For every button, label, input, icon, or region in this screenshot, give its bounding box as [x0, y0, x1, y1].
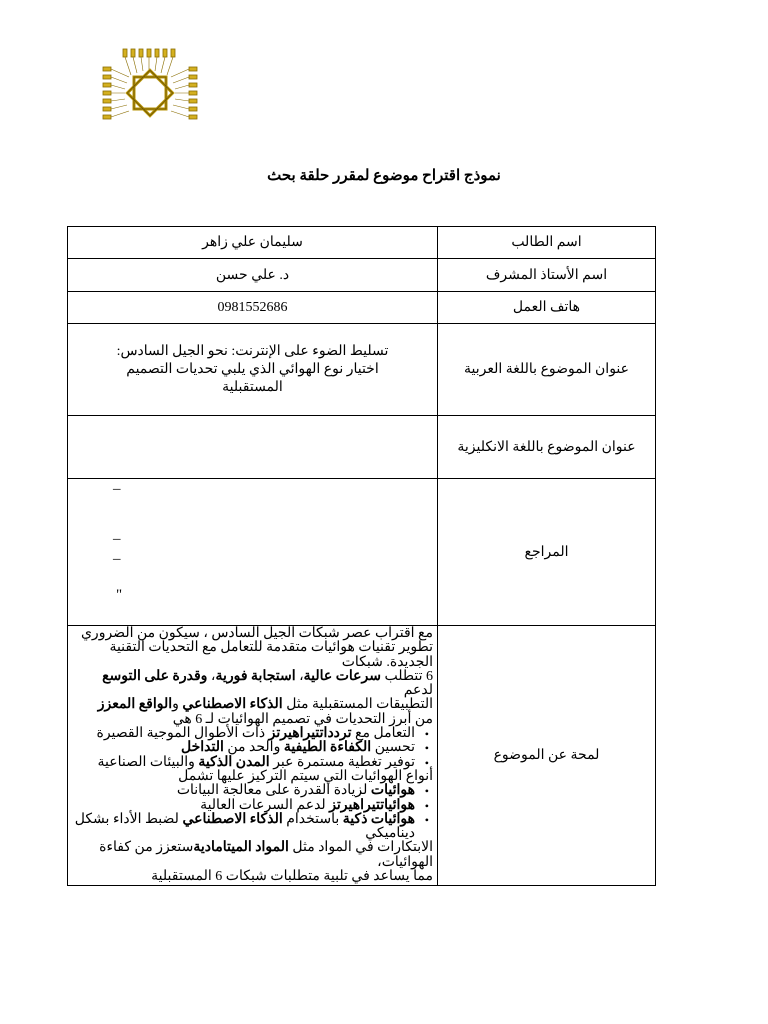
challenges-list	[72, 727, 433, 770]
university-logo	[101, 45, 201, 145]
table-row	[68, 259, 656, 292]
reference-mark: –	[113, 551, 121, 567]
title-arabic-label: عنوان الموضوع باللغة العربية	[438, 324, 656, 416]
references-value	[68, 479, 438, 626]
reference-mark: "	[116, 587, 123, 603]
student-name-label: اسم الطالب	[438, 227, 656, 259]
summary-value	[68, 626, 438, 886]
summary-line: التطبيقات المستقبلية مثل الذكاء الاصطناعي والواقع المعزز	[97, 697, 433, 713]
summary-label: لمحة عن الموضوع	[438, 626, 656, 886]
student-name-value: سليمان علي زاهر	[68, 227, 438, 259]
proposal-form-table	[67, 226, 656, 886]
supervisor-label: اسم الأستاذ المشرف	[438, 259, 656, 292]
table-row	[68, 227, 656, 259]
list-item: • التعامل مع تردداتتيراهيرتز ذات الأطوال الموجية القصيرة	[72, 727, 415, 741]
title-english-value	[68, 416, 438, 479]
table-row	[68, 626, 656, 886]
supervisor-value: د. علي حسن	[68, 259, 438, 292]
title-arabic-line: اختيار نوع الهوائي الذي يلبي تحديات التصميم	[126, 361, 379, 377]
summary-line: 6 تتطلب سرعات عالية، استجابة فورية، وقدرة على التوسع لدعم	[102, 668, 433, 699]
reference-mark: –	[113, 481, 121, 497]
reference-mark: –	[113, 531, 121, 547]
list-item: • توفير تغطية مستمرة عبر المدن الذكية والبيئات الصناعية	[72, 756, 415, 770]
list-item: • تحسين الكفاءة الطيفية والحد من التداخل	[72, 741, 415, 755]
summary-line: أنواع الهوائيات التي سيتم التركيز عليها تشمل	[178, 768, 433, 784]
summary-line: الابتكارات في المواد مثل المواد الميتاماديةستعزز من كفاءة الهوائيات،	[99, 840, 433, 870]
table-row	[68, 416, 656, 479]
antenna-types-list	[72, 784, 433, 841]
phone-label: هاتف العمل	[438, 292, 656, 324]
table-row	[68, 292, 656, 324]
list-item: • هوائيات لزيادة القدرة على معالجة البيانات	[72, 784, 415, 798]
list-item: • هوائيات ذكية باستخدام الذكاء الاصطناعي لضبط الأداء بشكل ديناميكي	[72, 813, 415, 842]
summary-line: من أبرز التحديات في تصميم الهوائيات لـ 6 هي	[172, 711, 433, 727]
summary-line: مما يساعد في تلبية متطلبات شبكات 6 المستقبلية	[151, 869, 433, 885]
title-arabic-value	[68, 324, 438, 416]
phone-value: 0981552686	[68, 292, 438, 324]
title-arabic-line: تسليط الضوء على الإنترنت: نحو الجيل السادس:	[116, 343, 389, 359]
table-row	[68, 324, 656, 416]
summary-line: مع اقتراب عصر شبكات الجيل السادس ، سيكون من الضروري	[80, 626, 433, 641]
summary-line: تطوير تقنيات هوائيات متقدمة للتعامل مع التحديات التقنية الجديدة. شبكات	[109, 640, 433, 670]
title-arabic-line: المستقبلية	[222, 379, 283, 395]
table-row	[68, 479, 656, 626]
page-title: نموذج اقتراح موضوع لمقرر حلقة بحث	[267, 168, 501, 184]
title-english-label: عنوان الموضوع باللغة الانكليزية	[438, 416, 656, 479]
references-label: المراجع	[438, 479, 656, 626]
list-item: • هوائياتتيراهيرتز لدعم السرعات العالية	[72, 799, 415, 813]
